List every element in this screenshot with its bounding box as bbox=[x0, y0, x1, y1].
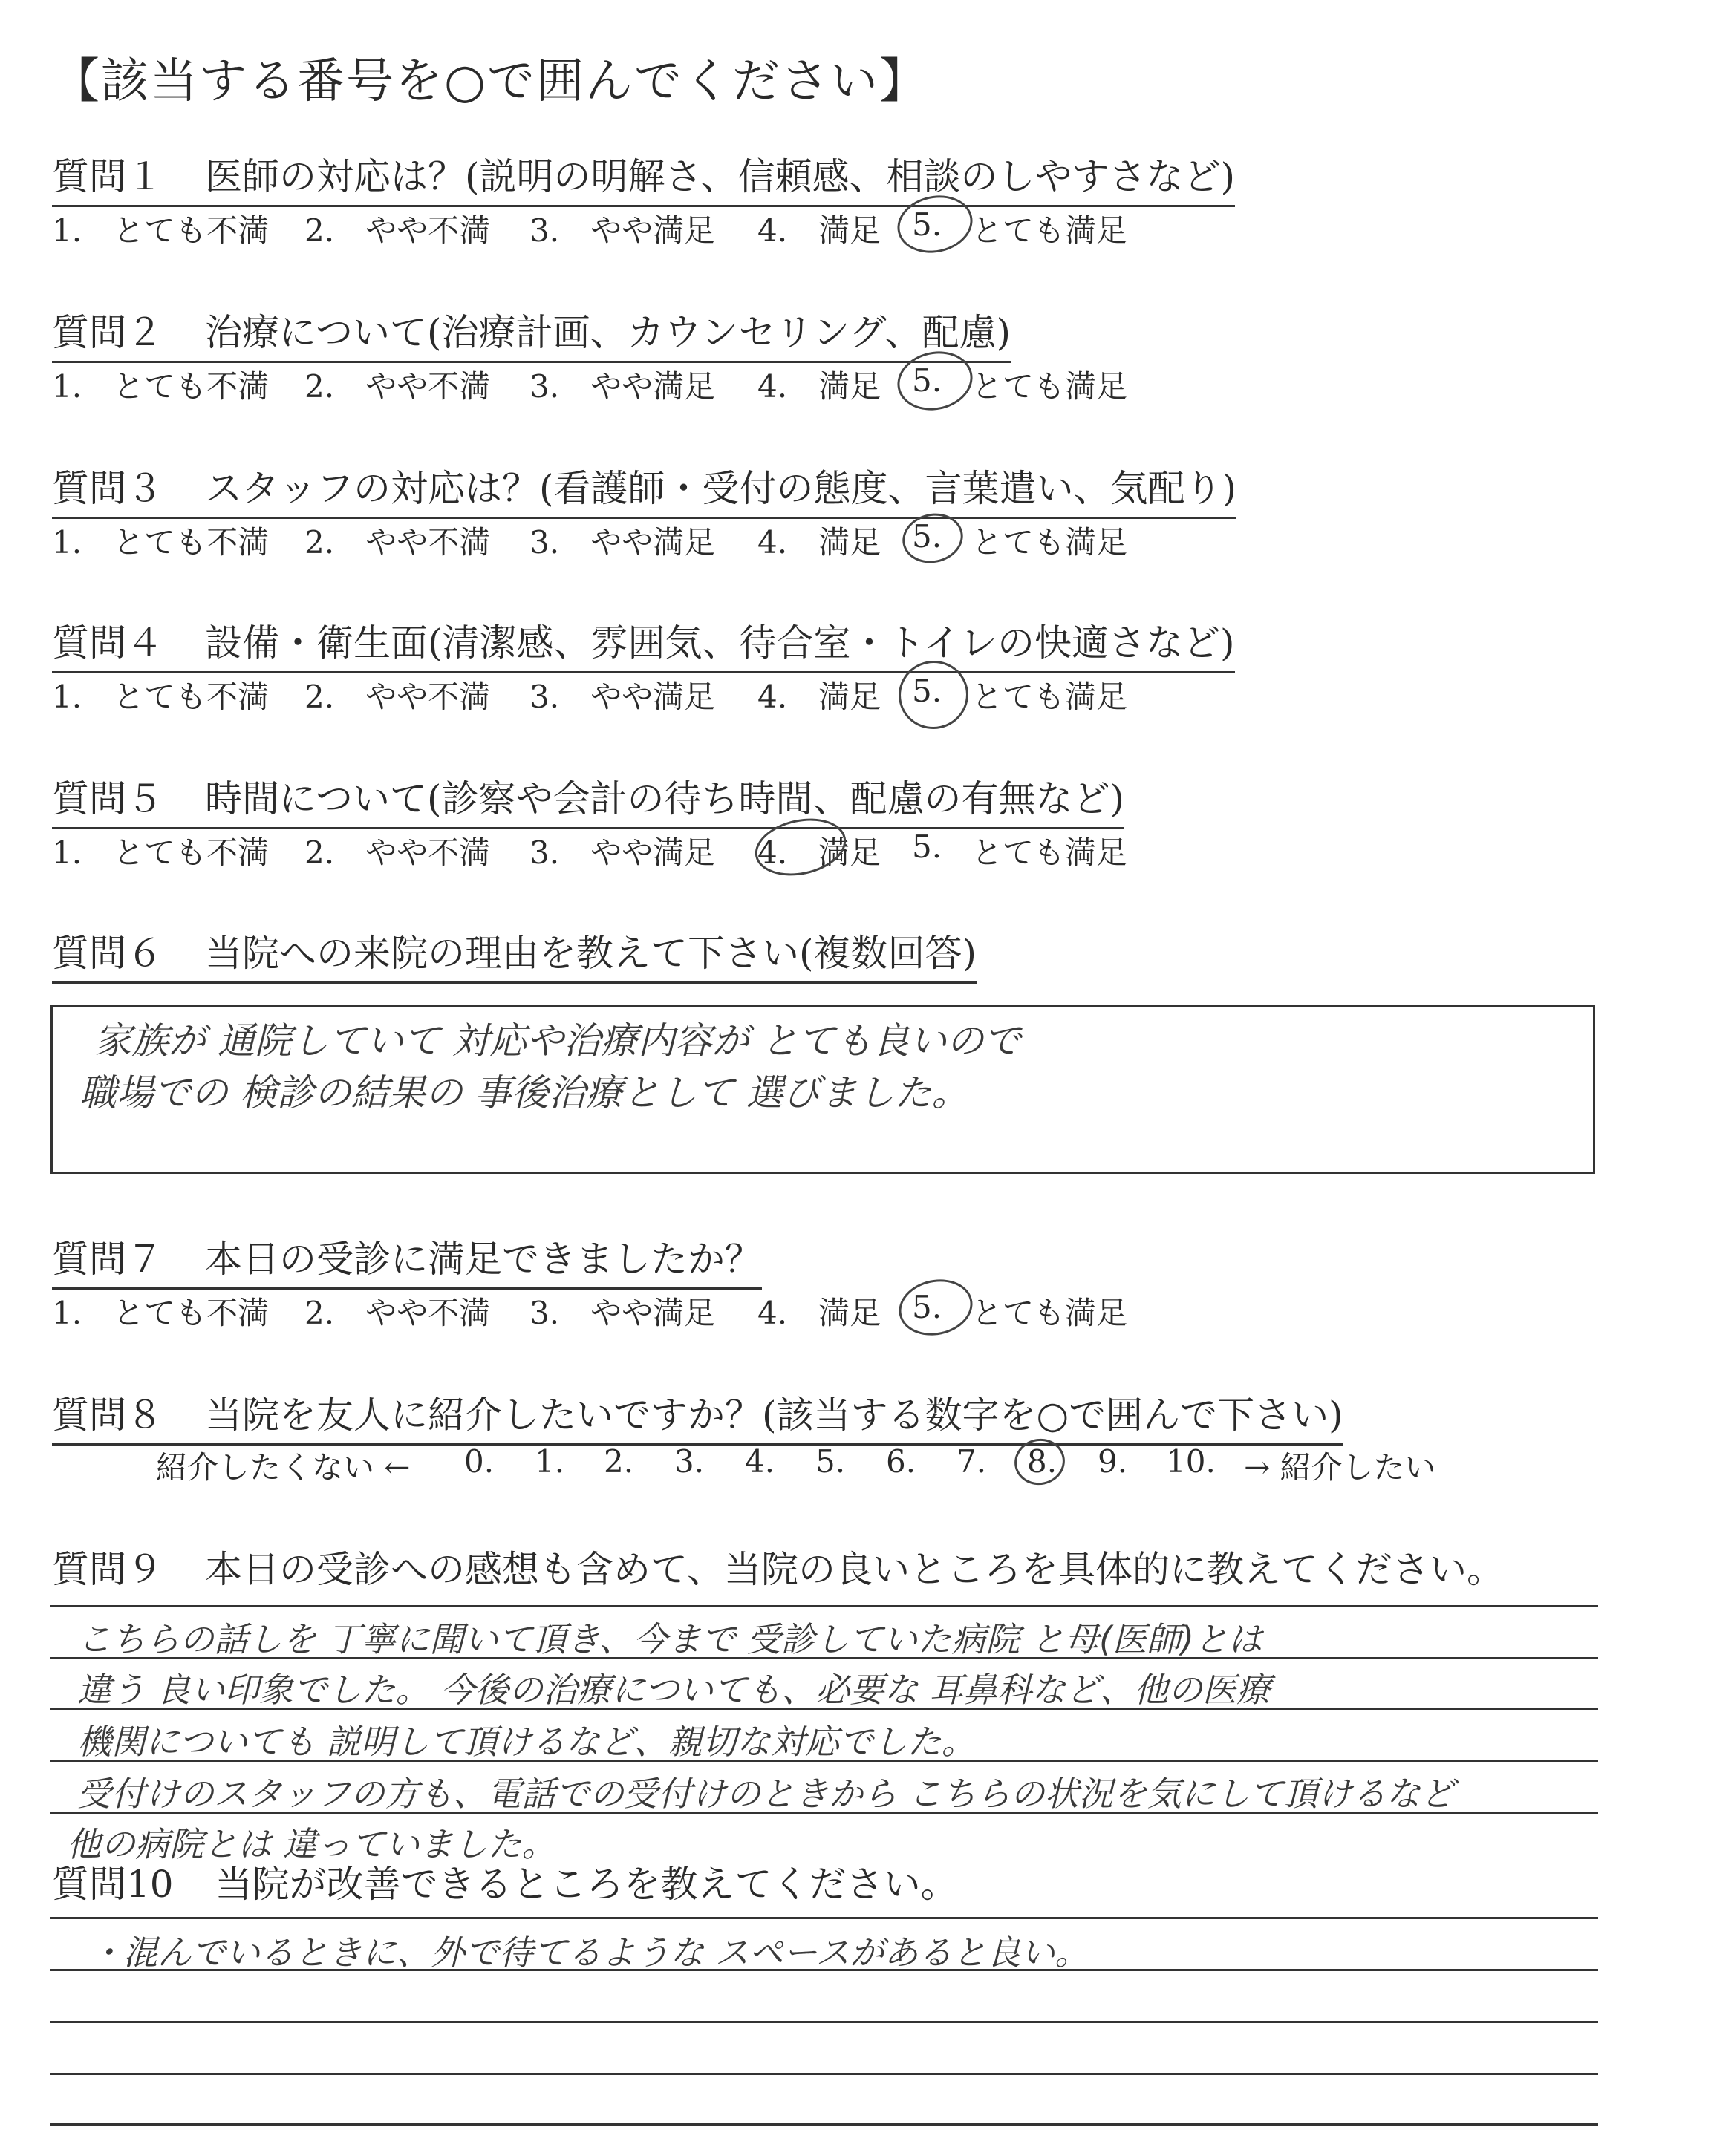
option-4[interactable]: 4. 満足 bbox=[757, 524, 881, 561]
question-1-header bbox=[52, 147, 1235, 207]
question-4-number: 質問４ bbox=[52, 621, 163, 664]
option-5[interactable]: 5. bbox=[912, 206, 942, 243]
scale-4[interactable]: 4. bbox=[745, 1443, 775, 1480]
question-7-header bbox=[52, 1229, 762, 1290]
question-3-number: 質問３ bbox=[52, 467, 163, 510]
question-5-number: 質問５ bbox=[52, 777, 163, 820]
option-5-label: とても満足 bbox=[971, 1295, 1128, 1331]
option-2[interactable]: 2. やや不満 bbox=[304, 834, 491, 871]
option-5[interactable]: 5. bbox=[912, 518, 942, 555]
option-4[interactable]: 4. 満足 bbox=[757, 1295, 881, 1331]
question-10-text: 当院が改善できるところを教えてください。 bbox=[215, 1863, 958, 1906]
answer-line bbox=[50, 2123, 1598, 2126]
question-6-text: 当院への来院の理由を教えて下さい(複数回答) bbox=[205, 932, 977, 975]
q9-answer-line-5: 他の病院とは 違っていました。 bbox=[67, 1824, 556, 1864]
question-10-number: 質問10 bbox=[52, 1863, 174, 1906]
question-2-number: 質問２ bbox=[52, 311, 163, 354]
question-5-header bbox=[52, 769, 1124, 829]
q9-answer-line-1: こちらの話しを 丁寧に聞いて頂き、今まで 受診していた病院 と母(医師)とは bbox=[77, 1619, 1262, 1659]
question-3-options bbox=[52, 518, 1166, 563]
option-1[interactable]: 1. とても不満 bbox=[52, 524, 270, 561]
question-1-number: 質問１ bbox=[52, 155, 163, 198]
answer-line bbox=[50, 2021, 1598, 2023]
option-5-label: とても満足 bbox=[971, 212, 1128, 249]
answer-circle bbox=[893, 1273, 977, 1342]
question-7-number: 質問７ bbox=[52, 1238, 163, 1281]
question-8-header bbox=[52, 1385, 1343, 1446]
answer-line bbox=[50, 1605, 1598, 1607]
option-3[interactable]: 3. やや満足 bbox=[529, 524, 716, 561]
question-8-scale bbox=[156, 1443, 1493, 1488]
question-1-text: 医師の対応は？(説明の明解さ、信頼感、相談のしやすさなど) bbox=[205, 155, 1236, 198]
question-6-answer-box[interactable] bbox=[50, 1004, 1595, 1174]
option-1[interactable]: 1. とても不満 bbox=[52, 368, 270, 405]
option-3[interactable]: 3. やや満足 bbox=[529, 212, 716, 249]
question-9-number: 質問９ bbox=[52, 1548, 163, 1591]
question-4-header bbox=[52, 613, 1235, 673]
option-4[interactable]: 4. 満足 bbox=[757, 368, 881, 405]
option-5[interactable]: 5. bbox=[912, 1289, 942, 1325]
scale-right-label: → 紹介したい bbox=[1244, 1449, 1436, 1486]
question-3-text: スタッフの対応は？(看護師・受付の態度、言葉遣い、気配り) bbox=[205, 467, 1237, 510]
option-3[interactable]: 3. やや満足 bbox=[529, 368, 716, 405]
option-5-label: とても満足 bbox=[971, 524, 1128, 561]
question-6-header bbox=[52, 924, 977, 984]
scale-9[interactable]: 9. bbox=[1098, 1443, 1128, 1480]
option-2[interactable]: 2. やや不満 bbox=[304, 524, 491, 561]
option-5[interactable]: 5. bbox=[912, 829, 942, 865]
option-2[interactable]: 2. やや不満 bbox=[304, 368, 491, 405]
question-2-header bbox=[52, 303, 1011, 363]
answer-line bbox=[50, 2073, 1598, 2075]
q9-answer-line-4: 受付けのスタッフの方も、電話での受付けのときから こちらの状況を気にして頂けるなど bbox=[77, 1774, 1455, 1814]
question-8-number: 質問８ bbox=[52, 1394, 163, 1437]
question-2-text: 治療について(治療計画、カウンセリング、配慮) bbox=[205, 311, 1011, 354]
scale-8[interactable]: 8. bbox=[1027, 1443, 1057, 1480]
question-2-options bbox=[52, 362, 1166, 407]
option-2[interactable]: 2. やや不満 bbox=[304, 679, 491, 715]
question-7-text: 本日の受診に満足できましたか？ bbox=[205, 1238, 762, 1281]
scale-6[interactable]: 6. bbox=[886, 1443, 916, 1480]
question-9-text: 本日の受診への感想も含めて、当院の良いところを具体的に教えてください。 bbox=[205, 1548, 1504, 1591]
question-5-options bbox=[52, 829, 1166, 873]
question-4-options bbox=[52, 673, 1166, 717]
option-2[interactable]: 2. やや不満 bbox=[304, 1295, 491, 1331]
option-5[interactable]: 5. bbox=[912, 362, 942, 399]
option-2[interactable]: 2. やや不満 bbox=[304, 212, 491, 249]
scale-5[interactable]: 5. bbox=[815, 1443, 846, 1480]
scale-10[interactable]: 10. bbox=[1166, 1443, 1216, 1480]
question-5-text: 時間について(診察や会計の待ち時間、配慮の有無など) bbox=[205, 777, 1125, 820]
q10-answer-line-1: ・混んでいるときに、外で待てるような スペースがあると良い。 bbox=[89, 1933, 1089, 1973]
scale-7[interactable]: 7. bbox=[956, 1443, 987, 1480]
page-title: 【該当する番号を○で囲んでください】 bbox=[52, 54, 928, 109]
q9-answer-line-3: 機関についても 説明して頂けるなど、親切な対応でした。 bbox=[77, 1722, 976, 1762]
option-3[interactable]: 3. やや満足 bbox=[529, 1295, 716, 1331]
option-4[interactable]: 4. 満足 bbox=[757, 212, 881, 249]
scale-0[interactable]: 0. bbox=[464, 1443, 495, 1480]
option-1[interactable]: 1. とても不満 bbox=[52, 834, 270, 871]
option-5-label: とても満足 bbox=[971, 679, 1128, 715]
option-3[interactable]: 3. やや満足 bbox=[529, 679, 716, 715]
option-4[interactable]: 4. 満足 bbox=[757, 679, 881, 715]
option-1[interactable]: 1. とても不満 bbox=[52, 679, 270, 715]
option-3[interactable]: 3. やや満足 bbox=[529, 834, 716, 871]
question-9-header bbox=[52, 1540, 1504, 1598]
question-6-number: 質問６ bbox=[52, 932, 163, 975]
question-8-text: 当院を友人に紹介したいですか？(該当する数字を○で囲んで下さい) bbox=[205, 1394, 1343, 1437]
question-1-options bbox=[52, 206, 1166, 251]
q6-answer-line-2: 職場での 検診の結果の 事後治療として 選びました。 bbox=[79, 1071, 969, 1114]
answer-line bbox=[50, 1917, 1598, 1919]
q9-answer-line-2: 違う 良い印象でした。 今後の治療についても、必要な 耳鼻科など、他の医療 bbox=[77, 1670, 1271, 1710]
scale-2[interactable]: 2. bbox=[604, 1443, 634, 1480]
option-5[interactable]: 5. bbox=[912, 673, 942, 709]
scale-1[interactable]: 1. bbox=[535, 1443, 565, 1480]
scale-left-label: 紹介したくない ← bbox=[156, 1449, 411, 1486]
q6-answer-line-1: 家族が 通院していて 対応や治療内容が とても良いので bbox=[94, 1019, 1021, 1062]
question-4-text: 設備・衛生面(清潔感、雰囲気、待合室・トイレの快適さなど) bbox=[205, 621, 1235, 664]
option-5-label: とても満足 bbox=[971, 834, 1128, 871]
question-7-options bbox=[52, 1289, 1166, 1333]
option-4[interactable]: 4. 満足 bbox=[757, 834, 881, 871]
scale-3[interactable]: 3. bbox=[674, 1443, 705, 1480]
option-1[interactable]: 1. とても不満 bbox=[52, 212, 270, 249]
option-5-label: とても満足 bbox=[971, 368, 1128, 405]
question-10-header bbox=[52, 1855, 958, 1912]
option-1[interactable]: 1. とても不満 bbox=[52, 1295, 270, 1331]
question-3-header bbox=[52, 459, 1236, 519]
